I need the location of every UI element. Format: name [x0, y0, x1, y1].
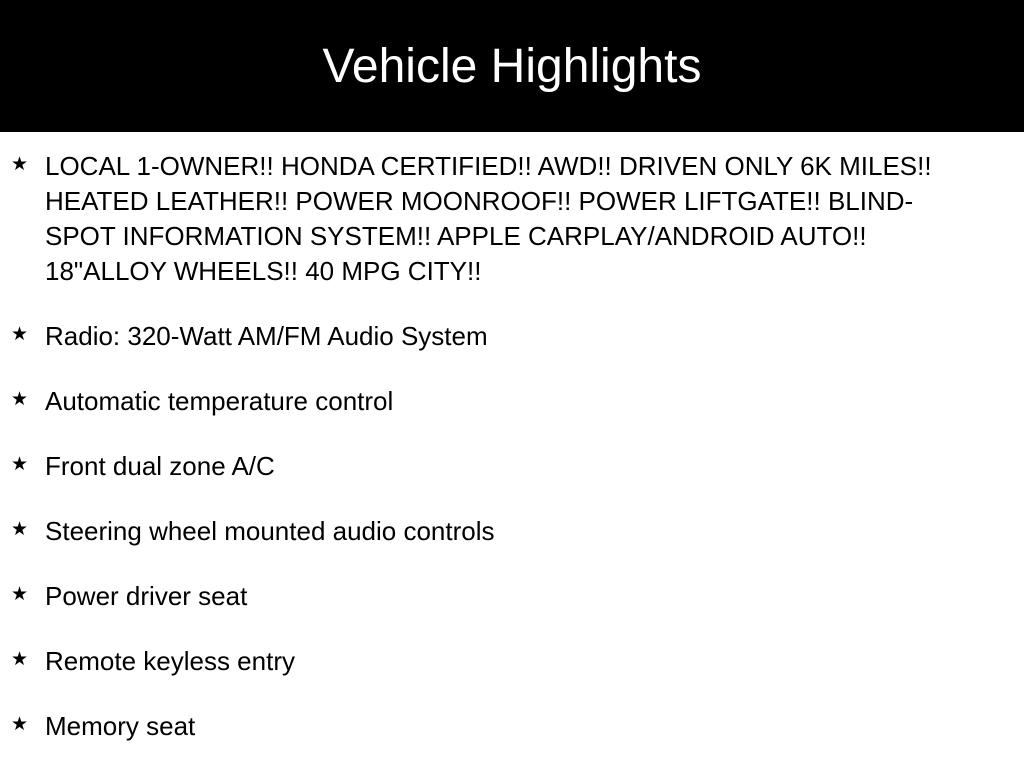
list-item — [0, 149, 1024, 289]
list-item — [0, 449, 1024, 484]
list-item — [0, 514, 1024, 549]
highlight-text: Memory seat — [45, 711, 196, 741]
highlight-text: LOCAL 1-OWNER!! HONDA CERTIFIED!! AWD!! DRIVEN ONLY 6K MILES!! HEATED LEATHER!! POWER MOONROOF!! POWER LIFTGATE!! BLIND-SPOT INFORMATION SYSTEM!! APPLE CARPLAY/ANDROID AUTO!! 18"ALLOY WHEELS!! 40 MPG CITY!! — [45, 151, 932, 286]
header-bar — [0, 0, 1024, 132]
star-icon: ★ — [11, 583, 29, 605]
star-icon: ★ — [11, 648, 29, 670]
star-icon: ★ — [11, 453, 29, 475]
highlight-text: Power driver seat — [45, 581, 248, 611]
list-item — [0, 579, 1024, 614]
star-icon: ★ — [11, 518, 29, 540]
highlight-text: Front dual zone A/C — [45, 451, 275, 481]
star-icon: ★ — [11, 323, 29, 345]
highlight-text: Remote keyless entry — [45, 646, 295, 676]
list-item — [0, 319, 1024, 354]
star-icon: ★ — [11, 153, 29, 175]
list-item — [0, 644, 1024, 679]
highlight-text: Radio: 320-Watt AM/FM Audio System — [45, 321, 488, 351]
list-item — [0, 709, 1024, 744]
highlights-list — [0, 149, 1024, 774]
star-icon: ★ — [11, 388, 29, 410]
highlight-text: Automatic temperature control — [45, 386, 394, 416]
highlight-text: Steering wheel mounted audio controls — [45, 516, 495, 546]
page-title: Vehicle Highlights — [322, 39, 702, 93]
list-item — [0, 384, 1024, 419]
star-icon: ★ — [11, 713, 29, 735]
